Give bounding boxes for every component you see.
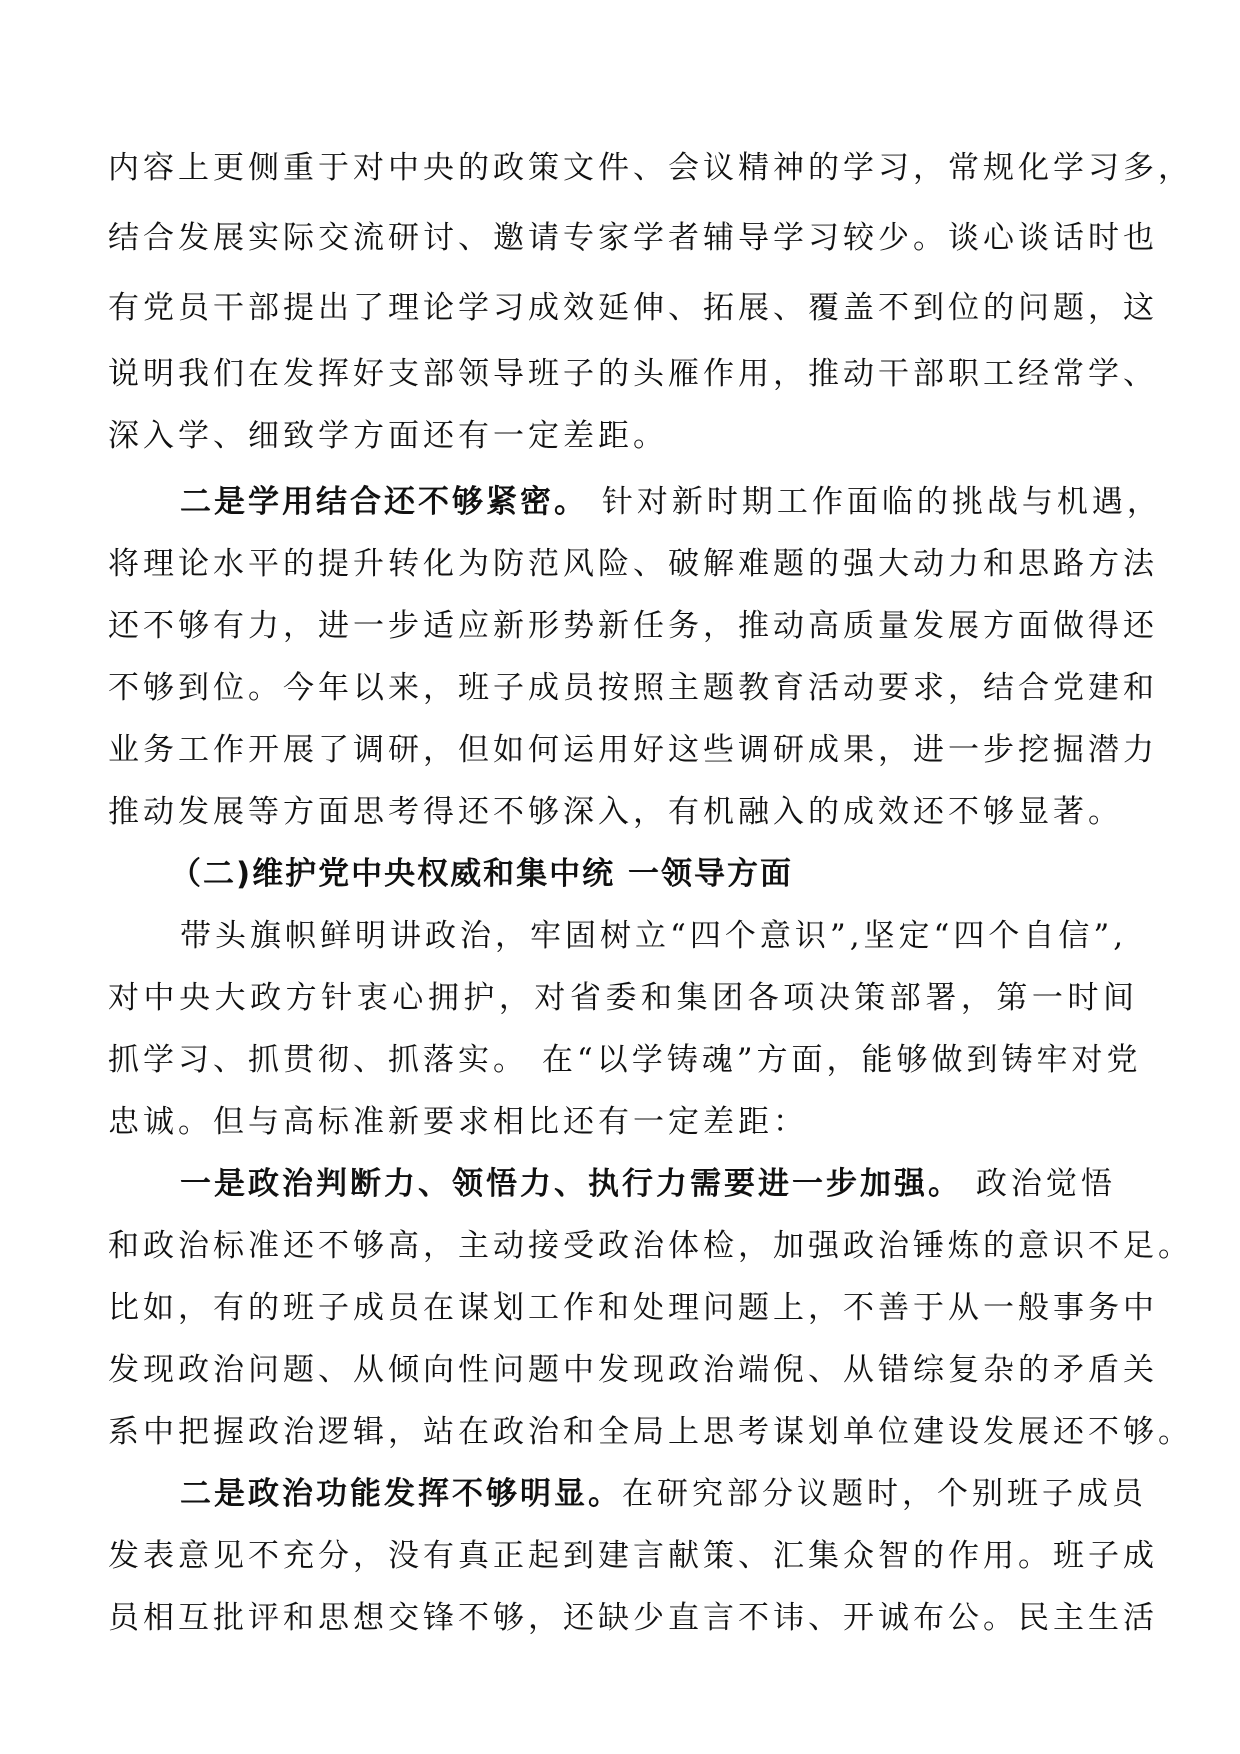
body-text-line: 结合发展实际交流研讨、邀请专家学者辅导学习较少。谈心谈话时也 <box>108 220 1158 256</box>
body-text-line: 不够到位。今年以来，班子成员按照主题教育活动要求，结合党建和 <box>108 670 1158 706</box>
body-text-line: 还不够有力，进一步适应新形势新任务，推动高质量发展方面做得还 <box>108 608 1158 644</box>
body-text-line: 业务工作开展了调研，但如何运用好这些调研成果，进一步挖掘潜力 <box>108 732 1158 768</box>
body-text-line: 将理论水平的提升转化为防范风险、破解难题的强大动力和思路方法 <box>108 546 1158 582</box>
body-text-line: 发表意见不充分，没有真正起到建言献策、汇集众智的作用。班子成 <box>108 1538 1158 1574</box>
body-text-line: 系中把握政治逻辑，站在政治和全局上思考谋划单位建设发展还不够。 <box>108 1414 1193 1450</box>
paragraph-point-two-study <box>180 480 1162 524</box>
body-text-line: 和政治标准还不够高，主动接受政治体检，加强政治锤炼的意识不足。 <box>108 1228 1193 1264</box>
body-text-line: 员相互批评和思想交锋不够，还缺少直言不讳、开诚布公。民主生活 <box>108 1600 1158 1636</box>
body-text-line: 深入学、细致学方面还有一定差距。 <box>108 418 668 454</box>
bold-lead-heading: 二是学用结合还不够紧密。 <box>180 484 588 520</box>
body-text-line: 比如，有的班子成员在谋划工作和处理问题上，不善于从一般事务中 <box>108 1290 1158 1326</box>
bold-lead-heading: 二是政治功能发挥不够明显。 <box>180 1476 622 1512</box>
body-text-line: 发现政治问题、从倾向性问题中发现政治端倪、从错综复杂的矛盾关 <box>108 1352 1158 1388</box>
body-text-line: 带头旗帜鲜明讲政治，牢固树立“四个意识”,坚定“四个自信”, <box>180 918 1128 954</box>
paragraph-point-two-function <box>180 1472 1147 1516</box>
body-text-span: 在研究部分议题时，个别班子成员 <box>622 1476 1147 1512</box>
body-text-line: 抓学习、抓贯彻、抓落实。 在“以学铸魂”方面，能够做到铸牢对党 <box>108 1042 1142 1078</box>
body-text-line: 说明我们在发挥好支部领导班子的头雁作用，推动干部职工经常学、 <box>108 356 1158 392</box>
body-text-line: 有党员干部提出了理论学习成效延伸、拓展、覆盖不到位的问题，这 <box>108 290 1158 326</box>
body-text-span: 政治觉悟 <box>975 1166 1116 1202</box>
body-text-line: 对中央大政方针衷心拥护，对省委和集团各项决策部署，第一时间 <box>108 980 1138 1016</box>
body-text-line: 推动发展等方面思考得还不够深入，有机融入的成效还不够显著。 <box>108 794 1123 830</box>
body-text-line: 忠诚。但与高标准新要求相比还有一定差距： <box>108 1104 808 1140</box>
bold-lead-heading: 一是政治判断力、领悟力、执行力需要进一步加强。 <box>180 1166 962 1202</box>
body-text-span: 针对新时期工作面临的挑战与机遇， <box>601 484 1162 520</box>
body-text-line: 内容上更侧重于对中央的政策文件、会议精神的学习，常规化学习多， <box>108 150 1193 186</box>
section-heading: （二)维护党中央权威和集中统 一领导方面 <box>170 856 793 892</box>
paragraph-point-one-politics <box>180 1162 1140 1206</box>
